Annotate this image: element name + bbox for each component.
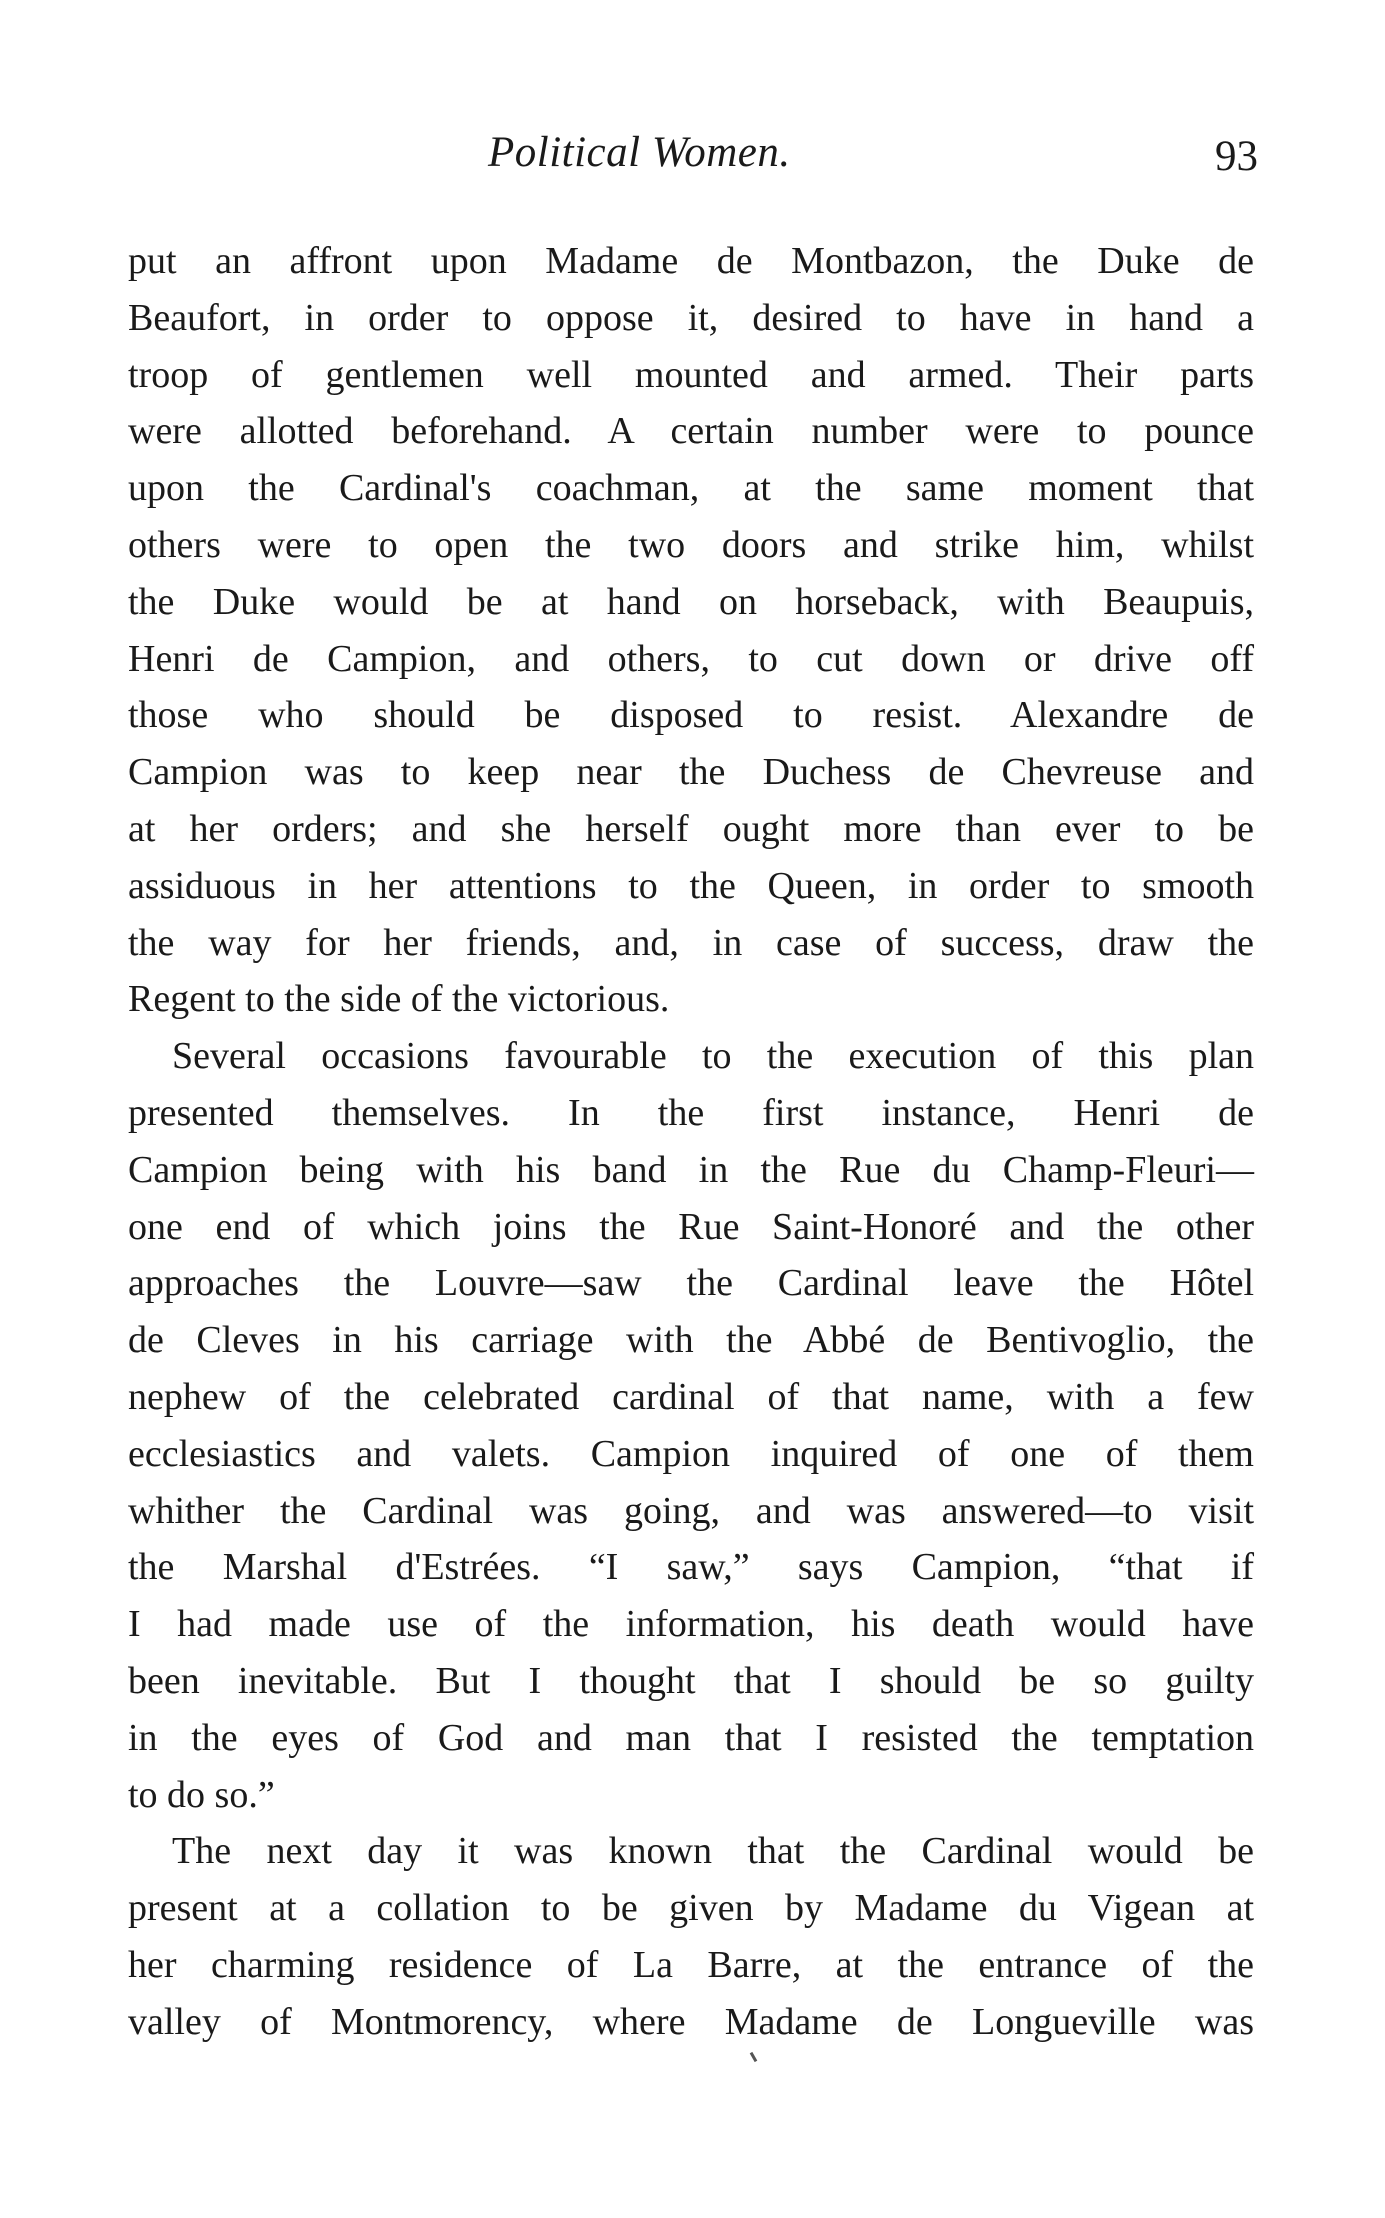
text-line: presented themselves. In the first instance, Henri de	[128, 1091, 1254, 1134]
text-line: present at a collation to be given by Madame du Vigean at	[128, 1887, 1254, 1930]
text-line: were allotted beforehand. A certain number were to pounce	[128, 410, 1254, 453]
text-line: one end of which joins the Rue Saint-Honoré and the other	[128, 1205, 1254, 1248]
text-line: valley of Montmorency, where Madame de Longueville was	[128, 2000, 1254, 2043]
text-line: Beaufort, in order to oppose it, desired to have in hand a	[128, 296, 1254, 339]
text-line: those who should be disposed to resist. Alexandre de	[128, 694, 1254, 737]
text-line: ecclesiastics and valets. Campion inquired of one of them	[128, 1432, 1254, 1475]
print-speck	[750, 2052, 758, 2062]
text-line: Campion was to keep near the Duchess de Chevreuse and	[128, 751, 1254, 794]
text-line: the Marshal d'Estrées. “I saw,” says Campion, “that if	[128, 1546, 1254, 1589]
text-line: others were to open the two doors and strike him, whilst	[128, 523, 1254, 566]
text-line: approaches the Louvre—saw the Cardinal leave the Hôtel	[128, 1262, 1254, 1305]
text-line: the way for her friends, and, in case of success, draw the	[128, 921, 1254, 964]
text-line: Henri de Campion, and others, to cut down or drive off	[128, 637, 1254, 680]
body-text	[128, 233, 1254, 2051]
text-line: in the eyes of God and man that I resisted the temptation	[128, 1716, 1254, 1759]
text-line: Several occasions favourable to the execution of this plan	[172, 1035, 1254, 1078]
running-title: Political Women.	[488, 129, 791, 176]
text-line: troop of gentlemen well mounted and armed. Their parts	[128, 353, 1254, 396]
text-line: Regent to the side of the victorious.	[128, 978, 670, 1021]
text-line: to do so.”	[128, 1773, 275, 1816]
text-line: whither the Cardinal was going, and was answered—to visit	[128, 1489, 1254, 1532]
running-head	[128, 128, 1258, 198]
text-line: assiduous in her attentions to the Queen, in order to smooth	[128, 864, 1254, 907]
text-line: nephew of the celebrated cardinal of that name, with a few	[128, 1375, 1254, 1418]
text-line: Campion being with his band in the Rue du Champ-Fleuri—	[128, 1148, 1254, 1191]
text-line: upon the Cardinal's coachman, at the same moment that	[128, 467, 1254, 510]
text-line: been inevitable. But I thought that I should be so guilty	[128, 1659, 1254, 1702]
text-line: the Duke would be at hand on horseback, with Beaupuis,	[128, 580, 1254, 623]
text-line: her charming residence of La Barre, at the entrance of the	[128, 1943, 1254, 1986]
text-line: de Cleves in his carriage with the Abbé de Bentivoglio, the	[128, 1319, 1254, 1362]
text-line: at her orders; and she herself ought more than ever to be	[128, 807, 1254, 850]
text-line: put an affront upon Madame de Montbazon, the Duke de	[128, 240, 1254, 282]
text-line: The next day it was known that the Cardinal would be	[172, 1830, 1254, 1873]
text-line: I had made use of the information, his death would have	[128, 1603, 1254, 1646]
page-number: 93	[1215, 133, 1258, 180]
